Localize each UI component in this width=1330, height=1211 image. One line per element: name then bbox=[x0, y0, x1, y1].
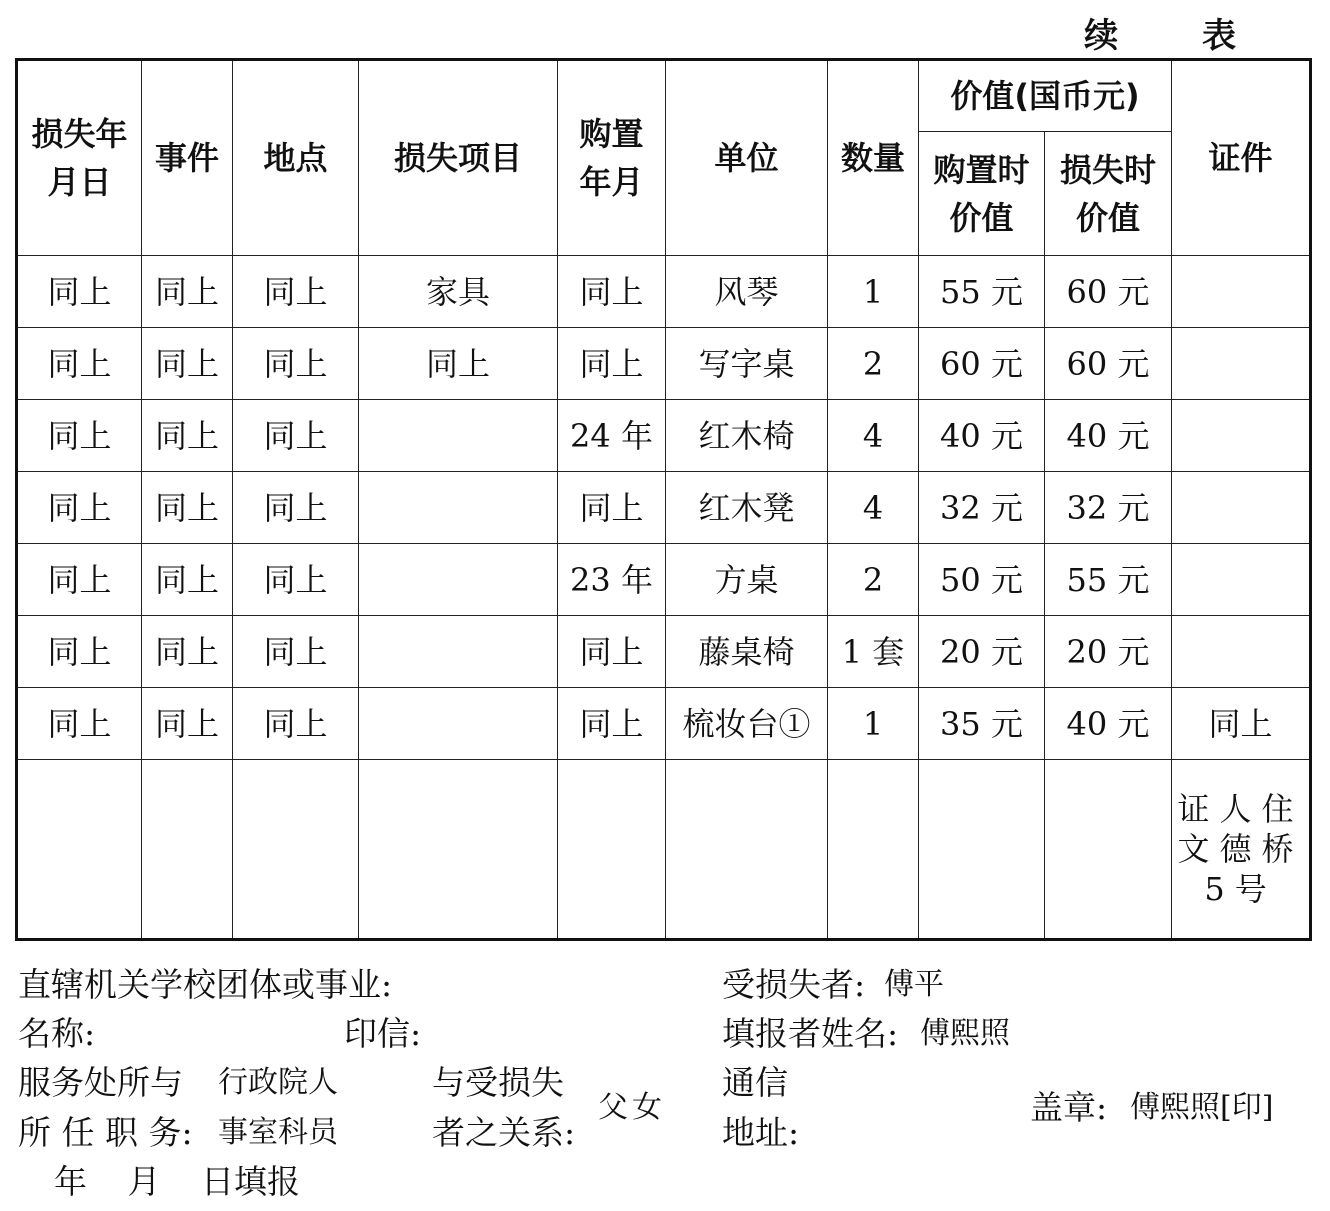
header-value-group: 价值(国币元) bbox=[919, 60, 1172, 132]
relation-label-1: 与受损失 bbox=[432, 1063, 564, 1102]
header-loss-item: 损失项目 bbox=[359, 60, 558, 256]
name-label: 名称: bbox=[18, 1014, 96, 1053]
cell-event: 同上 bbox=[142, 688, 233, 760]
cell-item bbox=[359, 616, 558, 688]
cell-event: 同上 bbox=[142, 400, 233, 472]
cell-event: 同上 bbox=[142, 544, 233, 616]
cell-cert bbox=[1172, 472, 1311, 544]
table-row bbox=[17, 400, 1311, 472]
cell-date: 同上 bbox=[17, 616, 142, 688]
cell-qty: 1 bbox=[828, 256, 919, 328]
seal-label: 印信: bbox=[344, 1014, 422, 1053]
cell-value-purchase: 20 元 bbox=[919, 616, 1045, 688]
cell-cert bbox=[1172, 400, 1311, 472]
cell-value-purchase: 35 元 bbox=[919, 688, 1045, 760]
cell-cert: 同上 bbox=[1172, 688, 1311, 760]
header-place: 地点 bbox=[233, 60, 359, 256]
cell-value-purchase: 55 元 bbox=[919, 256, 1045, 328]
table-row bbox=[17, 544, 1311, 616]
cell-cert bbox=[1172, 544, 1311, 616]
cell-date: 同上 bbox=[17, 688, 142, 760]
header-unit: 单位 bbox=[666, 60, 828, 256]
cell-item bbox=[359, 472, 558, 544]
header-quantity: 数量 bbox=[828, 60, 919, 256]
cell-empty bbox=[666, 760, 828, 940]
cell-event: 同上 bbox=[142, 472, 233, 544]
cell-empty bbox=[142, 760, 233, 940]
header-event: 事件 bbox=[142, 60, 233, 256]
cell-value-purchase: 32 元 bbox=[919, 472, 1045, 544]
table-row bbox=[17, 472, 1311, 544]
cell-cert bbox=[1172, 616, 1311, 688]
cell-event: 同上 bbox=[142, 256, 233, 328]
cell-place: 同上 bbox=[233, 616, 359, 688]
table-row bbox=[17, 688, 1311, 760]
cell-qty: 4 bbox=[828, 472, 919, 544]
reporter-label: 填报者姓名: bbox=[722, 1014, 899, 1053]
cell-item bbox=[359, 400, 558, 472]
victim-value: 傅平 bbox=[884, 967, 944, 1002]
cell-unit: 风琴 bbox=[666, 256, 828, 328]
service-label-1: 服务处所与 bbox=[18, 1063, 183, 1102]
cell-empty bbox=[919, 760, 1045, 940]
cell-unit: 红木椅 bbox=[666, 400, 828, 472]
cell-empty bbox=[1045, 760, 1172, 940]
cell-purchase: 同上 bbox=[558, 256, 666, 328]
reporter-value: 傅熙照 bbox=[920, 1016, 1010, 1051]
cell-empty bbox=[828, 760, 919, 940]
cell-value-loss: 60 元 bbox=[1045, 256, 1172, 328]
cell-date: 同上 bbox=[17, 256, 142, 328]
cell-date: 同上 bbox=[17, 328, 142, 400]
cell-empty bbox=[17, 760, 142, 940]
cell-place: 同上 bbox=[233, 328, 359, 400]
cell-place: 同上 bbox=[233, 400, 359, 472]
cell-value-loss: 40 元 bbox=[1045, 688, 1172, 760]
cell-date: 同上 bbox=[17, 472, 142, 544]
relation-label-2: 者之关系: bbox=[432, 1113, 576, 1152]
service-label-2: 所 任 职 务: bbox=[18, 1113, 193, 1152]
cell-purchase: 同上 bbox=[558, 616, 666, 688]
cell-unit: 方桌 bbox=[666, 544, 828, 616]
cell-value-loss: 60 元 bbox=[1045, 328, 1172, 400]
cell-qty: 2 bbox=[828, 328, 919, 400]
service-value-1: 行政院人 bbox=[218, 1065, 338, 1100]
cell-item bbox=[359, 544, 558, 616]
cell-event: 同上 bbox=[142, 328, 233, 400]
cell-value-loss: 32 元 bbox=[1045, 472, 1172, 544]
cell-purchase: 同上 bbox=[558, 472, 666, 544]
cell-unit: 写字桌 bbox=[666, 328, 828, 400]
cell-value-loss: 20 元 bbox=[1045, 616, 1172, 688]
loss-report-table bbox=[15, 58, 1312, 941]
cell-place: 同上 bbox=[233, 256, 359, 328]
cell-qty: 1 套 bbox=[828, 616, 919, 688]
cell-qty: 4 bbox=[828, 400, 919, 472]
service-value-2: 事室科员 bbox=[218, 1115, 338, 1150]
stamp-label: 盖章: bbox=[1030, 1088, 1108, 1127]
table-row bbox=[17, 256, 1311, 328]
cell-item: 同上 bbox=[359, 328, 558, 400]
address-label-2: 地址: bbox=[722, 1113, 800, 1152]
cell-cert bbox=[1172, 328, 1311, 400]
table-row bbox=[17, 328, 1311, 400]
cell-value-purchase: 60 元 bbox=[919, 328, 1045, 400]
cell-place: 同上 bbox=[233, 688, 359, 760]
cell-value-purchase: 40 元 bbox=[919, 400, 1045, 472]
header-purchase-date: 购置年月 bbox=[558, 60, 666, 256]
cell-place: 同上 bbox=[233, 544, 359, 616]
cell-purchase: 同上 bbox=[558, 328, 666, 400]
header-certificate: 证件 bbox=[1172, 60, 1311, 256]
cell-item bbox=[359, 688, 558, 760]
cell-cert bbox=[1172, 256, 1311, 328]
relation-value: 父女 bbox=[598, 1090, 666, 1125]
table-row-empty bbox=[17, 760, 1311, 940]
cell-value-purchase: 50 元 bbox=[919, 544, 1045, 616]
cell-unit: 藤桌椅 bbox=[666, 616, 828, 688]
header-value-loss: 损失时价值 bbox=[1045, 132, 1172, 256]
cell-value-loss: 40 元 bbox=[1045, 400, 1172, 472]
report-date-line: 年 月 日填报 bbox=[54, 1162, 300, 1201]
header-loss-date: 损失年月日 bbox=[17, 60, 142, 256]
cell-empty bbox=[558, 760, 666, 940]
cell-event: 同上 bbox=[142, 616, 233, 688]
header-value-purchase: 购置时价值 bbox=[919, 132, 1045, 256]
cell-qty: 2 bbox=[828, 544, 919, 616]
stamp-value: 傅熙照[印] bbox=[1130, 1090, 1274, 1125]
victim-label: 受损失者: bbox=[722, 965, 866, 1004]
org-line: 直辖机关学校团体或事业: bbox=[18, 965, 393, 1004]
cell-empty bbox=[233, 760, 359, 940]
cell-purchase: 24 年 bbox=[558, 400, 666, 472]
table-row bbox=[17, 616, 1311, 688]
cell-purchase: 同上 bbox=[558, 688, 666, 760]
cell-date: 同上 bbox=[17, 400, 142, 472]
cell-date: 同上 bbox=[17, 544, 142, 616]
cell-purchase: 23 年 bbox=[558, 544, 666, 616]
continued-table-label: 续 表 bbox=[1084, 16, 1272, 56]
cell-value-loss: 55 元 bbox=[1045, 544, 1172, 616]
cell-item: 家具 bbox=[359, 256, 558, 328]
cell-unit: 梳妆台① bbox=[666, 688, 828, 760]
witness-address-note: 证人住文德桥5号 bbox=[1172, 760, 1311, 940]
header-row-top bbox=[17, 60, 1311, 132]
cell-empty bbox=[359, 760, 558, 940]
address-label-1: 通信 bbox=[722, 1063, 788, 1102]
cell-place: 同上 bbox=[233, 472, 359, 544]
cell-qty: 1 bbox=[828, 688, 919, 760]
cell-unit: 红木凳 bbox=[666, 472, 828, 544]
